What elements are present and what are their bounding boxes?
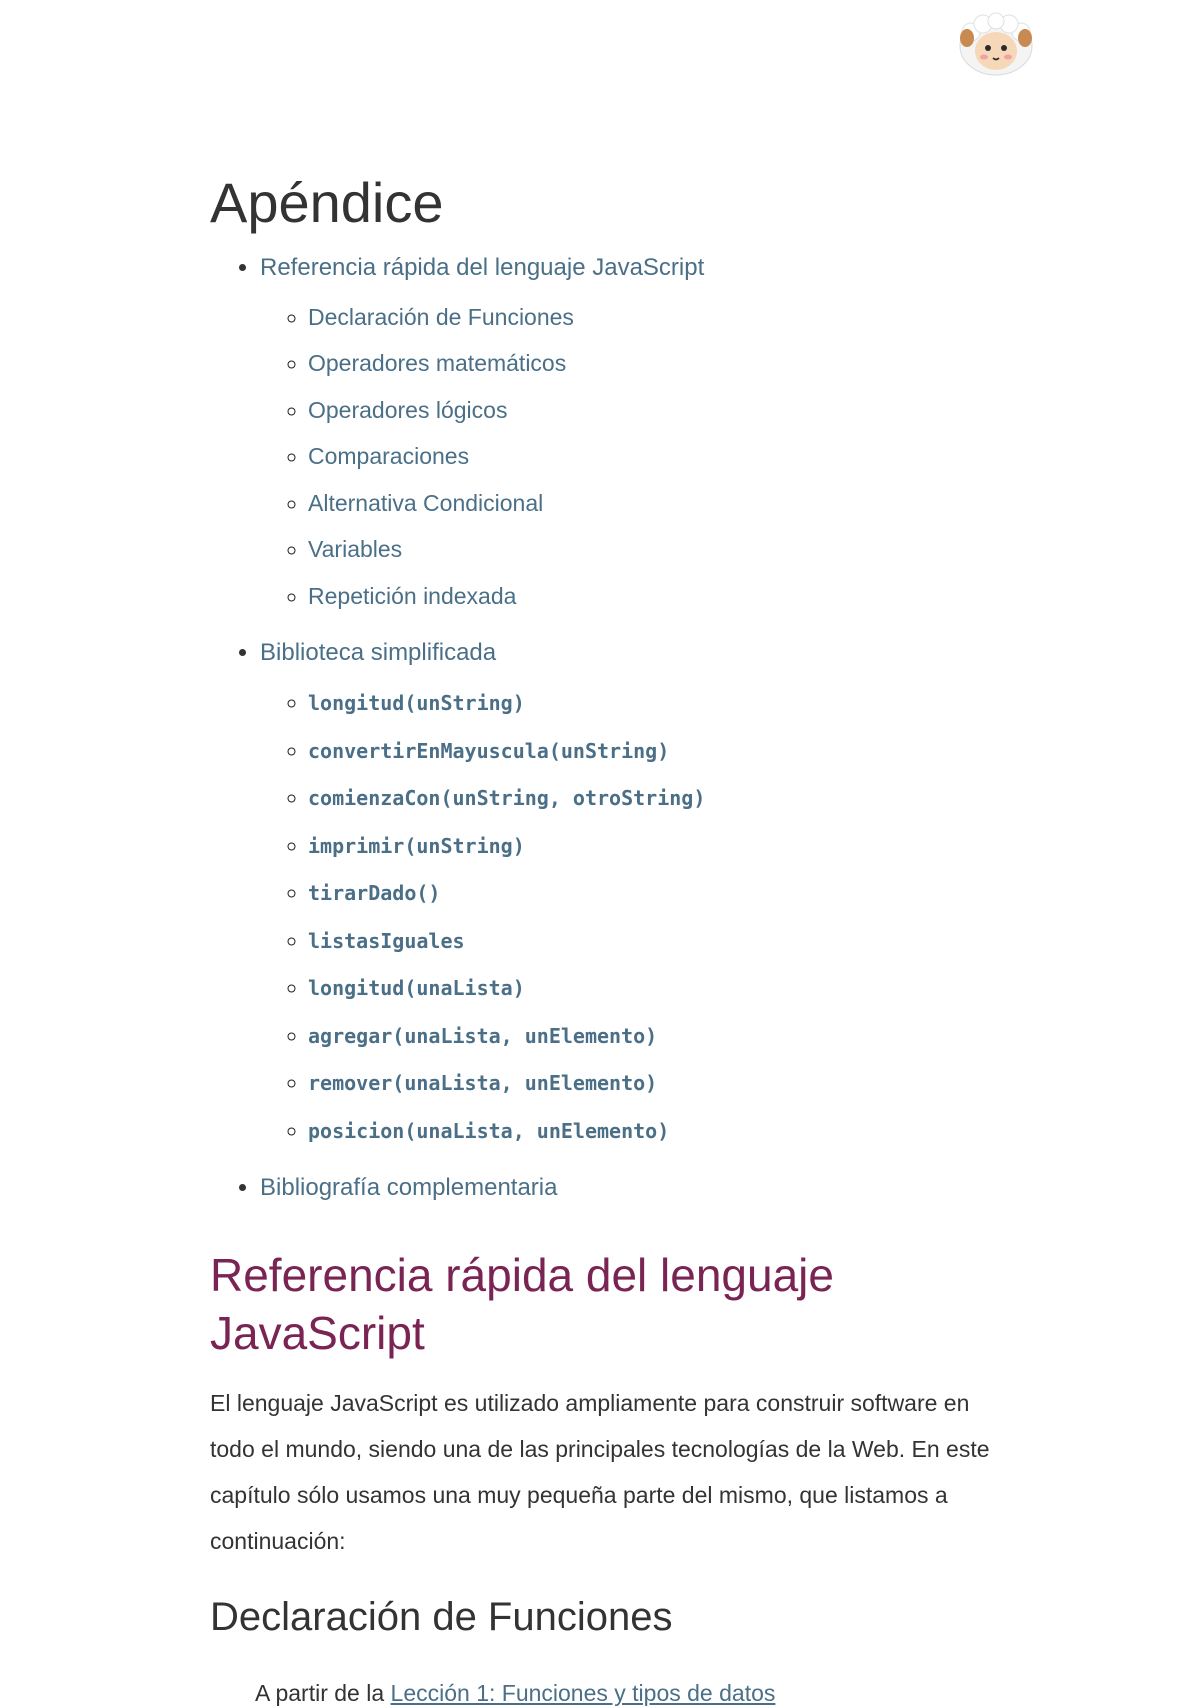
toc-subitem	[308, 869, 1010, 917]
toc-link-operadores-matematicos[interactable]: Operadores matemáticos	[308, 350, 567, 377]
toc-subitem	[308, 433, 1010, 480]
code-label: longitud(unString)	[308, 691, 525, 716]
toc-link-biblioteca[interactable]: Biblioteca simplificada	[260, 639, 497, 667]
toc-item-bibliografia	[260, 1170, 1010, 1206]
toc-link-comparaciones[interactable]: Comparaciones	[308, 443, 470, 470]
toc-subitem	[308, 964, 1010, 1012]
code-label: listasIguales	[308, 928, 465, 953]
lesson-link[interactable]: Lección 1: Funciones y tipos de datos	[390, 1680, 776, 1706]
toc-subitem	[308, 526, 1010, 573]
code-label: comienzaCon(unString, otroString)	[308, 786, 706, 811]
toc-link-repeticion-indexada[interactable]: Repetición indexada	[308, 582, 517, 609]
toc-link-declaracion-funciones[interactable]: Declaración de Funciones	[308, 303, 574, 330]
toc-link-posicion[interactable]	[308, 1117, 669, 1143]
toc-subitem	[308, 1059, 1010, 1107]
section-title: Referencia rápida del lenguaje JavaScript	[210, 1249, 834, 1360]
toc-item-biblioteca	[260, 635, 1010, 1154]
toc-link-longitud-lista[interactable]	[308, 974, 525, 1000]
code-label: agregar(unaLista, unElemento)	[308, 1023, 658, 1048]
toc-link-comienza-con[interactable]	[308, 784, 705, 810]
code-label: longitud(unaLista)	[308, 976, 525, 1001]
toc-link-remover[interactable]	[308, 1069, 657, 1095]
code-label: tirarDado()	[308, 881, 441, 906]
toc-link-bibliografia[interactable]: Bibliografía complementaria	[260, 1174, 558, 1202]
toc-subitem	[308, 480, 1010, 527]
toc-link-tirar-dado[interactable]	[308, 879, 440, 905]
toc-subitem	[308, 917, 1010, 965]
toc-subitem	[308, 387, 1010, 434]
toc-link-agregar[interactable]	[308, 1022, 657, 1048]
page-title: Apéndice	[210, 171, 444, 234]
toc-link-listas-iguales[interactable]	[308, 927, 465, 953]
sheep-avatar-icon	[955, 12, 1037, 76]
cut-prefix-text: A partir de la	[255, 1680, 391, 1706]
toc-subitem	[308, 340, 1010, 387]
code-label: remover(unaLista, unElemento)	[308, 1071, 658, 1096]
toc-link-variables[interactable]: Variables	[308, 536, 403, 563]
toc-link-referencia[interactable]: Referencia rápida del lenguaje JavaScript	[260, 253, 705, 281]
toc-link-imprimir[interactable]	[308, 832, 525, 858]
section-paragraph: El lenguaje JavaScript es utilizado ampliamente para construir software en todo el mundo, siendo una de las principales tecnologías de la Web. En este capítulo sólo usamos una muy pequeña parte del mismo, que listamos a continuación:	[210, 1390, 990, 1555]
toc-subitem	[308, 1107, 1010, 1155]
table-of-contents	[210, 250, 1010, 1207]
toc-item-referencia	[260, 250, 1010, 620]
toc-sublist-referencia	[260, 294, 1010, 620]
avatar[interactable]	[955, 12, 1037, 76]
toc-link-convertir-mayuscula[interactable]	[308, 737, 669, 763]
subsection-title: Declaración de Funciones	[210, 1595, 673, 1640]
toc-subitem	[308, 573, 1010, 620]
toc-link-alternativa-condicional[interactable]: Alternativa Condicional	[308, 489, 544, 516]
toc-subitem	[308, 679, 1010, 727]
toc-link-longitud-string[interactable]	[308, 689, 525, 715]
cut-off-paragraph	[255, 1680, 775, 1707]
toc-subitem	[308, 294, 1010, 341]
toc-subitem	[308, 1012, 1010, 1060]
code-label: imprimir(unString)	[308, 833, 525, 858]
code-label: convertirEnMayuscula(unString)	[308, 738, 670, 763]
toc-subitem	[308, 727, 1010, 775]
toc-subitem	[308, 822, 1010, 870]
main-content	[210, 160, 1010, 1642]
toc-link-operadores-logicos[interactable]: Operadores lógicos	[308, 396, 508, 423]
toc-sublist-biblioteca	[260, 679, 1010, 1154]
code-label: posicion(unaLista, unElemento)	[308, 1118, 670, 1143]
toc-subitem	[308, 774, 1010, 822]
